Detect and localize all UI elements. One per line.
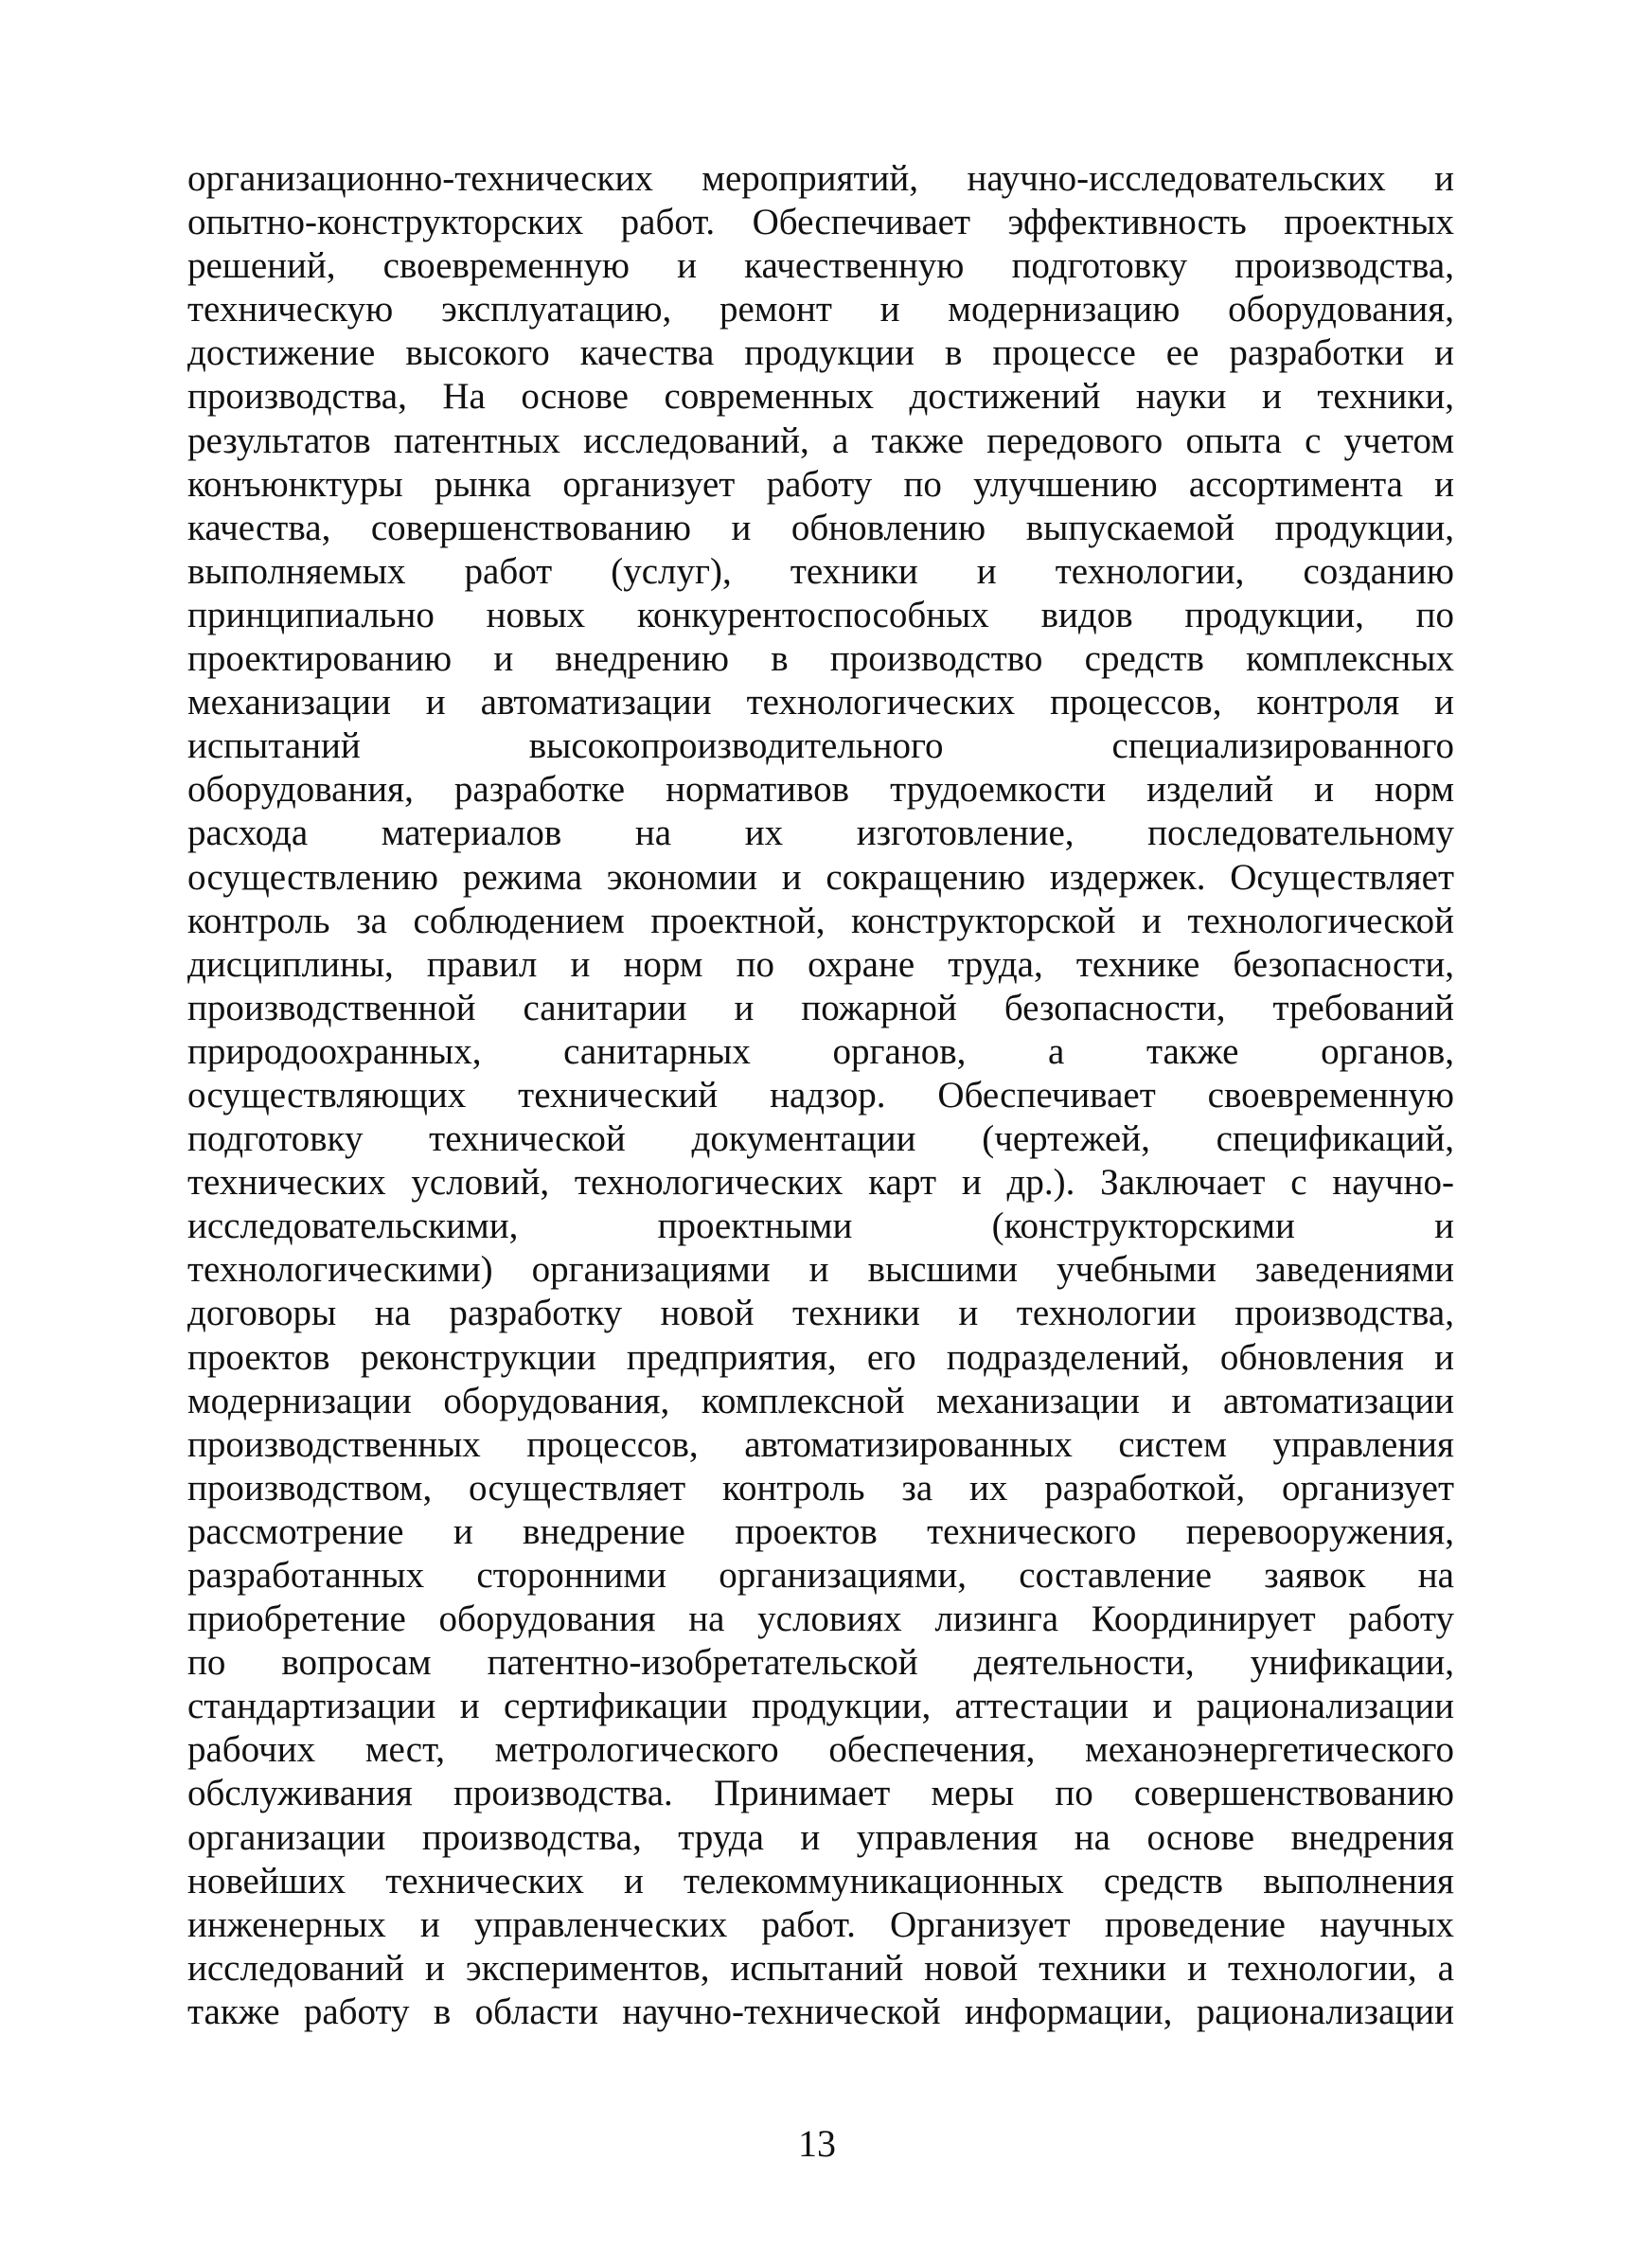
text-line: испытаний высокопроизводительного специализированного	[187, 725, 1454, 767]
text-line: также работу в области научно-технической информации, рационализации	[187, 1991, 1454, 2032]
text-line: технологическими) организациями и высшими учебными заведениями	[187, 1249, 1454, 1291]
text-line: подготовку технической документации (чертежей, спецификаций,	[187, 1118, 1454, 1160]
text-line: опытно-конструкторских работ. Обеспечивает эффективность проектных	[187, 202, 1454, 243]
text-line: принципиально новых конкурентоспособных видов продукции, по	[187, 594, 1454, 635]
text-line: природоохранных, санитарных органов, а также органов,	[187, 1030, 1454, 1072]
text-line: механизации и автоматизации технологических процессов, контроля и	[187, 682, 1454, 723]
text-line: решений, своевременную и качественную подготовку производства,	[187, 245, 1454, 287]
text-line: новейших технических и телекоммуникационных средств выполнения	[187, 1860, 1454, 1902]
page-number: 13	[798, 2122, 836, 2165]
text-line: договоры на разработку новой техники и технологии производства,	[187, 1293, 1454, 1334]
text-line: проектированию и внедрению в производство средств комплексных	[187, 638, 1454, 680]
text-line: стандартизации и сертификации продукции, аттестации и рационализации	[187, 1686, 1454, 1727]
text-line: осуществляющих технический надзор. Обеспечивает своевременную	[187, 1074, 1454, 1116]
text-line: проектов реконструкции предприятия, его подразделений, обновления и	[187, 1336, 1454, 1378]
text-line: производственной санитарии и пожарной безопасности, требований	[187, 987, 1454, 1028]
text-line: модернизации оборудования, комплексной механизации и автоматизации	[187, 1380, 1454, 1421]
text-line: исследовательскими, проектными (конструкторскими и	[187, 1205, 1454, 1247]
text-line: достижение высокого качества продукции в процессе ее разработки и	[187, 332, 1454, 374]
text-line: техническую эксплуатацию, ремонт и модернизацию оборудования,	[187, 289, 1454, 330]
text-line: качества, совершенствованию и обновлению выпускаемой продукции,	[187, 507, 1454, 548]
text-line: конъюнктуры рынка организует работу по улучшению ассортимента и	[187, 463, 1454, 505]
body-text	[187, 157, 1454, 2034]
text-line: приобретение оборудования на условиях лизинга Координирует работу	[187, 1598, 1454, 1640]
text-line: контроль за соблюдением проектной, конструкторской и технологической	[187, 900, 1454, 941]
text-line: дисциплины, правил и норм по охране труда, технике безопасности,	[187, 943, 1454, 985]
text-line: выполняемых работ (услуг), техники и технологии, созданию	[187, 550, 1454, 592]
text-line: обслуживания производства. Принимает меры по совершенствованию	[187, 1773, 1454, 1814]
text-line: по вопросам патентно-изобретательской деятельности, унификации,	[187, 1642, 1454, 1684]
text-line: результатов патентных исследований, а также передового опыта с учетом	[187, 420, 1454, 461]
text-line: расхода материалов на их изготовление, последовательному	[187, 813, 1454, 854]
text-line: производства, На основе современных достижений науки и техники,	[187, 376, 1454, 418]
text-line: инженерных и управленческих работ. Организует проведение научных	[187, 1903, 1454, 1945]
text-line: производственных процессов, автоматизированных систем управления	[187, 1423, 1454, 1465]
text-line: организационно-технических мероприятий, научно-исследовательских и	[187, 158, 1454, 199]
text-line: производством, осуществляет контроль за их разработкой, организует	[187, 1467, 1454, 1509]
text-line: оборудования, разработке нормативов трудоемкости изделий и норм	[187, 769, 1454, 811]
text-line: разработанных сторонними организациями, составление заявок на	[187, 1555, 1454, 1596]
text-line: рабочих мест, метрологического обеспечения, механоэнергетического	[187, 1729, 1454, 1771]
text-line: рассмотрение и внедрение проектов технического перевооружения,	[187, 1510, 1454, 1552]
text-line: технических условий, технологических карт и др.). Заключает с научно-	[187, 1162, 1454, 1204]
text-line: исследований и экспериментов, испытаний новой техники и технологии, а	[187, 1947, 1454, 1989]
text-line: осуществлению режима экономии и сокращению издержек. Осуществляет	[187, 856, 1454, 898]
text-line: организации производства, труда и управления на основе внедрения	[187, 1816, 1454, 1858]
